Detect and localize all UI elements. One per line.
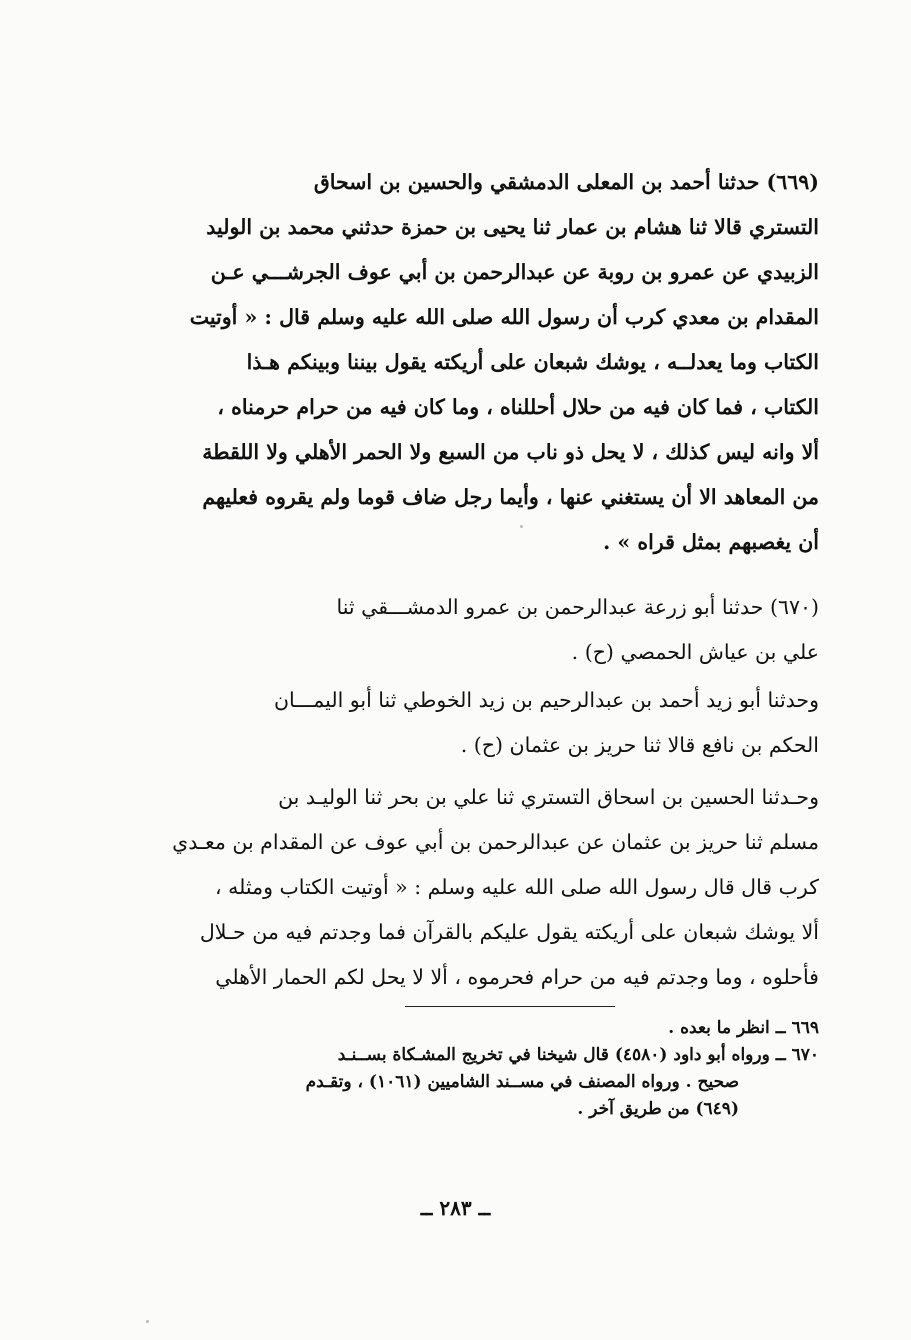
footnote-line: ٦٦٩ ــ انظر ما بعده . [668, 1018, 819, 1038]
text-line: مسلم ثنا حريز بن عثمان عن عبدالرحمن بن أبي عوف عن المقدام بن معـدي [172, 830, 819, 854]
page-number: ــ ٢٨٣ ــ [420, 1196, 491, 1220]
footnotes [89, 1015, 819, 1123]
text-line: أن يغصبهم بمثل قراه » . [603, 530, 819, 554]
text-line: المقدام بن معدي كرب أن رسول الله صلى الله عليه وسلم قال : « أوتيت [189, 305, 819, 329]
text-line: ألا وانه ليس كذلك ، لا يحل ذو ناب من السبع ولا الحمر الأهلي ولا اللقطة [202, 440, 819, 464]
text-line: وحـدثنا الحسين بن اسحاق التستري ثنا علي بن بحر ثنا الوليـد بن [278, 785, 819, 809]
text-line: التستري قالا ثنا هشام بن عمار ثنا يحيى بن حمزة حدثني محمد بن الوليد [206, 215, 819, 239]
paragraph-670-second-chain [89, 678, 819, 768]
paragraph-670-opening [89, 585, 819, 675]
footnote-line: (٦٤٩) من طريق آخر . [577, 1099, 739, 1119]
paragraph-670-third-chain [89, 775, 819, 1000]
text-line: الزبيدي عن عمرو بن روبة عن عبدالرحمن بن أبي عوف الجرشـــي عـن [210, 260, 819, 284]
text-line: ألا يوشك شبعان على أريكته يقول عليكم بالقرآن فما وجدتم فيه من حـلال [199, 920, 819, 944]
text-line: فأحلوه ، وما وجدتم فيه من حرام فحرموه ، ألا لا يحل لكم الحمار الأهلي [215, 965, 819, 989]
scan-speck [520, 525, 523, 528]
text-line: (٦٧٠) حدثنا أبو زرعة عبدالرحمن بن عمرو الدمشـــقي ثنا [336, 595, 819, 619]
text-line: من المعاهد الا أن يستغني عنها ، وأيما رجل ضاف قوما ولم يقروه فعليهم [202, 485, 819, 509]
footnote-line: صحيح . ورواه المصنف في مســند الشاميين (١٠٦١) ، وتقـدم [305, 1072, 739, 1092]
footnote-line: ٦٧٠ ــ ورواه أبو داود (٤٥٨٠) قال شيخنا في تخريج المشـكاة بســنـد [337, 1045, 819, 1065]
text-line: وحدثنا أبو زيد أحمد بن عبدالرحيم بن زيد الخوطي ثنا أبو اليمـــان [273, 688, 819, 712]
text-line: علي بن عياش الحمصي (ح) . [571, 640, 819, 664]
text-line: الكتاب ، فما كان فيه من حلال أحللناه ، وما كان فيه من حرام حرمناه ، [217, 395, 819, 419]
text-line: كرب قال قال رسول الله صلى الله عليه وسلم : « أوتيت الكتاب ومثله ، [215, 875, 819, 899]
footnote-divider [405, 1006, 615, 1007]
paragraph-669 [89, 160, 819, 565]
text-line: (٦٦٩) حدثنا أحمد بن المعلى الدمشقي والحسين بن اسحاق [313, 170, 819, 194]
text-line: الكتاب وما يعدلــه ، يوشك شبعان على أريكته يقول بيننا وبينكم هـذا [246, 350, 819, 374]
text-line: الحكم بن نافع قالا ثنا حريز بن عثمان (ح) . [460, 733, 819, 757]
scan-speck [146, 1320, 149, 1323]
